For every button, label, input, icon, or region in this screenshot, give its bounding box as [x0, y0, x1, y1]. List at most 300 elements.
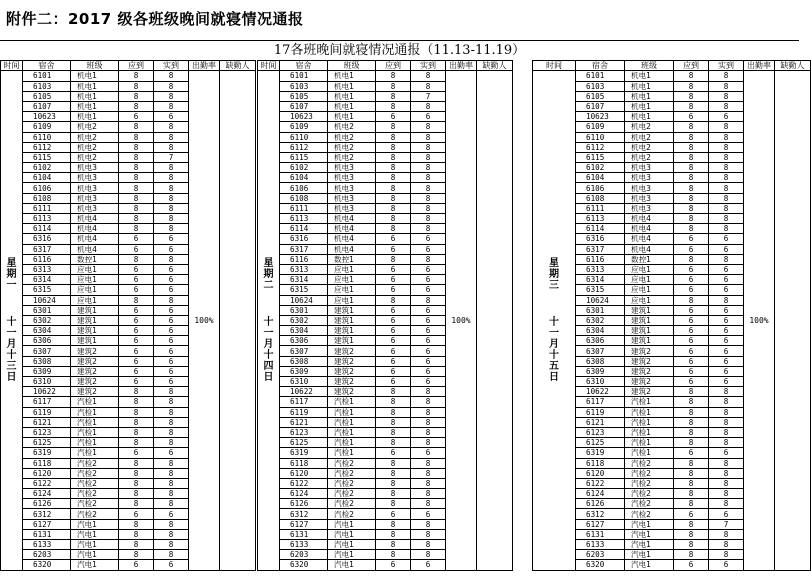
expected-cell: 8 [674, 387, 709, 397]
dorm-cell: 6116 [576, 254, 625, 264]
expected-cell: 8 [674, 193, 709, 203]
class-cell: 汽电1 [625, 529, 674, 539]
dorm-cell: 10624 [23, 295, 71, 305]
expected-cell: 8 [119, 224, 154, 234]
expected-cell: 6 [376, 448, 411, 458]
dorm-cell: 6310 [576, 377, 625, 387]
date-cell [1, 71, 23, 570]
actual-cell: 8 [411, 122, 446, 132]
class-cell: 应电1 [625, 264, 674, 274]
dorm-cell: 6316 [280, 234, 328, 244]
expected-cell: 6 [119, 326, 154, 336]
column-header: 宿舍 [280, 61, 328, 71]
expected-cell: 8 [119, 152, 154, 162]
expected-cell: 6 [674, 326, 709, 336]
class-cell: 机电3 [328, 183, 376, 193]
actual-cell: 6 [709, 275, 744, 285]
expected-cell: 8 [376, 407, 411, 417]
column-header: 出勤率 [744, 61, 775, 71]
dorm-cell: 6317 [576, 244, 625, 254]
dorm-cell: 6306 [280, 336, 328, 346]
dorm-cell: 6309 [576, 366, 625, 376]
actual-cell: 8 [411, 519, 446, 529]
dorm-cell: 6104 [23, 173, 71, 183]
class-cell: 机电3 [71, 203, 119, 213]
class-cell: 汽检2 [328, 468, 376, 478]
actual-cell: 8 [154, 387, 189, 397]
class-cell: 机电1 [328, 101, 376, 111]
class-cell: 应电1 [71, 275, 119, 285]
class-cell: 数控1 [625, 254, 674, 264]
expected-cell: 8 [376, 417, 411, 427]
class-cell: 机电4 [625, 224, 674, 234]
dorm-cell: 6118 [280, 458, 328, 468]
actual-cell: 8 [709, 499, 744, 509]
actual-cell: 8 [154, 193, 189, 203]
dorm-cell: 6127 [576, 519, 625, 529]
expected-cell: 6 [376, 326, 411, 336]
actual-cell: 6 [154, 356, 189, 366]
date-char: 一 [549, 327, 559, 339]
actual-cell: 6 [154, 315, 189, 325]
class-cell: 建筑2 [625, 377, 674, 387]
dorm-cell: 6309 [280, 366, 328, 376]
expected-cell: 6 [119, 336, 154, 346]
dorm-cell: 6105 [23, 91, 71, 101]
actual-cell: 6 [154, 346, 189, 356]
dorm-cell: 6120 [576, 468, 625, 478]
class-cell: 机电3 [625, 163, 674, 173]
actual-cell: 8 [154, 214, 189, 224]
class-cell: 汽电1 [328, 529, 376, 539]
class-cell: 数控1 [328, 254, 376, 264]
actual-cell: 6 [411, 112, 446, 122]
class-cell: 汽电1 [328, 519, 376, 529]
expected-cell: 6 [674, 366, 709, 376]
dorm-cell: 6105 [280, 91, 328, 101]
class-cell: 建筑1 [71, 336, 119, 346]
dorm-cell: 6110 [576, 132, 625, 142]
class-cell: 汽电1 [71, 540, 119, 550]
dorm-cell: 6112 [576, 142, 625, 152]
date-label [1, 258, 22, 383]
table-row [258, 71, 513, 81]
column-header: 班级 [328, 61, 376, 71]
date-cell [533, 71, 576, 570]
absentee-cell [220, 71, 256, 570]
class-cell: 汽检1 [328, 427, 376, 437]
dorm-cell: 6313 [576, 264, 625, 274]
actual-cell: 8 [154, 427, 189, 437]
expected-cell: 8 [376, 214, 411, 224]
class-cell: 汽检2 [71, 458, 119, 468]
attendance-table [257, 60, 513, 571]
actual-cell: 8 [154, 489, 189, 499]
dorm-cell: 6304 [576, 326, 625, 336]
class-cell: 汽检1 [71, 427, 119, 437]
actual-cell: 6 [154, 509, 189, 519]
date-gap [1, 291, 22, 317]
class-cell: 汽检1 [328, 397, 376, 407]
expected-cell: 6 [674, 305, 709, 315]
dorm-cell: 6107 [576, 101, 625, 111]
dorm-cell: 6114 [576, 224, 625, 234]
expected-cell: 6 [119, 275, 154, 285]
dorm-cell: 6319 [576, 448, 625, 458]
dorm-cell: 6104 [576, 173, 625, 183]
dorm-cell: 6113 [23, 214, 71, 224]
actual-cell: 8 [154, 540, 189, 550]
class-cell: 建筑1 [71, 326, 119, 336]
expected-cell: 6 [376, 264, 411, 274]
dorm-cell: 6313 [23, 264, 71, 274]
actual-cell: 8 [154, 438, 189, 448]
dorm-cell: 6119 [23, 407, 71, 417]
class-cell: 汽检2 [71, 509, 119, 519]
class-cell: 机电3 [328, 193, 376, 203]
class-cell: 汽电1 [71, 519, 119, 529]
expected-cell: 8 [376, 193, 411, 203]
dorm-cell: 6312 [23, 509, 71, 519]
expected-cell: 8 [674, 203, 709, 213]
actual-cell: 7 [154, 152, 189, 162]
class-cell: 汽电1 [71, 529, 119, 539]
column-header: 应到 [119, 61, 154, 71]
column-header: 班级 [625, 61, 674, 71]
dorm-cell: 6310 [23, 377, 71, 387]
class-cell: 汽检2 [328, 489, 376, 499]
class-cell: 建筑1 [328, 305, 376, 315]
weekday-char: 星 [549, 257, 559, 269]
table-header-row [258, 61, 513, 71]
expected-cell: 8 [674, 468, 709, 478]
class-cell: 建筑2 [71, 346, 119, 356]
expected-cell: 8 [119, 142, 154, 152]
actual-cell: 6 [154, 448, 189, 458]
actual-cell: 8 [154, 101, 189, 111]
expected-cell: 8 [119, 550, 154, 560]
actual-cell: 8 [709, 387, 744, 397]
expected-cell: 8 [376, 519, 411, 529]
column-header: 时间 [1, 61, 23, 71]
actual-cell: 6 [154, 560, 189, 570]
expected-cell: 8 [674, 478, 709, 488]
expected-cell: 8 [119, 438, 154, 448]
attendance-sheet [0, 40, 805, 579]
expected-cell: 8 [376, 295, 411, 305]
dorm-cell: 6106 [280, 183, 328, 193]
table-header-row [533, 61, 811, 71]
class-cell: 汽检1 [625, 417, 674, 427]
class-cell: 应电1 [71, 285, 119, 295]
expected-cell: 6 [674, 346, 709, 356]
class-cell: 汽电1 [328, 560, 376, 570]
actual-cell: 7 [709, 519, 744, 529]
expected-cell: 6 [376, 305, 411, 315]
expected-cell: 8 [674, 540, 709, 550]
expected-cell: 8 [674, 499, 709, 509]
class-cell: 机电1 [71, 91, 119, 101]
dorm-cell: 6120 [280, 468, 328, 478]
class-cell: 建筑1 [71, 315, 119, 325]
actual-cell: 6 [411, 264, 446, 274]
dorm-cell: 6125 [23, 438, 71, 448]
class-cell: 汽检2 [625, 458, 674, 468]
dorm-cell: 6120 [23, 468, 71, 478]
dorm-cell: 6312 [576, 509, 625, 519]
class-cell: 应电1 [625, 295, 674, 305]
class-cell: 汽电1 [71, 560, 119, 570]
actual-cell: 8 [709, 478, 744, 488]
dorm-cell: 6315 [23, 285, 71, 295]
actual-cell: 6 [411, 366, 446, 376]
class-cell: 机电3 [71, 163, 119, 173]
dorm-cell: 6108 [280, 193, 328, 203]
dorm-cell: 6115 [23, 152, 71, 162]
class-cell: 机电4 [328, 244, 376, 254]
class-cell: 汽电1 [625, 560, 674, 570]
actual-cell: 8 [411, 438, 446, 448]
column-header: 时间 [258, 61, 280, 71]
dorm-cell: 6304 [280, 326, 328, 336]
expected-cell: 8 [376, 163, 411, 173]
actual-cell: 8 [154, 529, 189, 539]
actual-cell: 6 [709, 264, 744, 274]
dorm-cell: 6124 [280, 489, 328, 499]
dorm-cell: 6314 [23, 275, 71, 285]
expected-cell: 6 [674, 285, 709, 295]
class-cell: 建筑2 [71, 356, 119, 366]
actual-cell: 6 [154, 285, 189, 295]
expected-cell: 8 [376, 183, 411, 193]
actual-cell: 8 [154, 499, 189, 509]
dorm-cell: 6122 [280, 478, 328, 488]
column-header: 出勤率 [189, 61, 220, 71]
dorm-cell: 6102 [23, 163, 71, 173]
dorm-cell: 6110 [280, 132, 328, 142]
dorm-cell: 6113 [280, 214, 328, 224]
expected-cell: 8 [376, 387, 411, 397]
actual-cell: 8 [154, 91, 189, 101]
column-header: 实到 [709, 61, 744, 71]
actual-cell: 8 [154, 458, 189, 468]
class-cell: 建筑2 [328, 346, 376, 356]
actual-cell: 6 [154, 336, 189, 346]
class-cell: 建筑2 [71, 366, 119, 376]
class-cell: 汽检1 [328, 407, 376, 417]
expected-cell: 6 [674, 356, 709, 366]
column-header: 缺勤人 [477, 61, 513, 71]
class-cell: 建筑1 [71, 305, 119, 315]
class-cell: 应电1 [328, 264, 376, 274]
actual-cell: 8 [154, 224, 189, 234]
class-cell: 应电1 [328, 285, 376, 295]
dorm-cell: 6131 [23, 529, 71, 539]
class-cell: 机电2 [71, 122, 119, 132]
class-cell: 建筑2 [328, 366, 376, 376]
actual-cell: 6 [411, 509, 446, 519]
actual-cell: 6 [709, 356, 744, 366]
dorm-cell: 10622 [576, 387, 625, 397]
class-cell: 汽电1 [328, 550, 376, 560]
dorm-cell: 6109 [280, 122, 328, 132]
expected-cell: 8 [119, 173, 154, 183]
expected-cell: 8 [674, 183, 709, 193]
actual-cell: 8 [709, 81, 744, 91]
actual-cell: 6 [709, 377, 744, 387]
page-heading: 附件二：2017 级各班级晚间就寝情况通报 [6, 10, 304, 28]
class-cell: 建筑2 [625, 356, 674, 366]
dorm-cell: 6104 [280, 173, 328, 183]
dorm-cell: 6133 [280, 540, 328, 550]
date-gap [258, 291, 279, 317]
expected-cell: 8 [119, 183, 154, 193]
actual-cell: 6 [411, 275, 446, 285]
class-cell: 汽检2 [625, 509, 674, 519]
attendance-rate-cell: 100% [189, 71, 220, 570]
dorm-cell: 6302 [23, 315, 71, 325]
actual-cell: 6 [154, 275, 189, 285]
class-cell: 建筑2 [625, 387, 674, 397]
actual-cell: 6 [709, 112, 744, 122]
dorm-cell: 6308 [280, 356, 328, 366]
weekday-char: 三 [549, 279, 559, 291]
expected-cell: 6 [376, 112, 411, 122]
actual-cell: 8 [411, 71, 446, 81]
class-cell: 机电1 [71, 71, 119, 81]
dorm-cell: 6316 [576, 234, 625, 244]
expected-cell: 8 [376, 529, 411, 539]
dorm-cell: 6308 [23, 356, 71, 366]
attendance-rate-cell: 100% [446, 71, 477, 570]
column-header: 缺勤人 [220, 61, 256, 71]
actual-cell: 6 [709, 509, 744, 519]
actual-cell: 8 [709, 254, 744, 264]
expected-cell: 8 [119, 214, 154, 224]
date-char: 月 [263, 338, 274, 350]
actual-cell: 8 [154, 519, 189, 529]
expected-cell: 8 [119, 295, 154, 305]
dorm-cell: 6203 [280, 550, 328, 560]
expected-cell: 8 [674, 438, 709, 448]
dorm-cell: 6118 [23, 458, 71, 468]
actual-cell: 8 [709, 193, 744, 203]
expected-cell: 8 [376, 101, 411, 111]
actual-cell: 8 [411, 407, 446, 417]
actual-cell: 8 [411, 295, 446, 305]
expected-cell: 8 [119, 458, 154, 468]
dorm-cell: 6101 [576, 71, 625, 81]
dorm-cell: 6111 [23, 203, 71, 213]
date-char: 一 [263, 327, 274, 339]
class-cell: 建筑2 [625, 346, 674, 356]
class-cell: 汽检1 [71, 438, 119, 448]
date-char: 月 [6, 338, 17, 350]
date-char: 十 [549, 316, 559, 328]
date-char: 一 [6, 327, 17, 339]
class-cell: 机电1 [625, 81, 674, 91]
expected-cell: 8 [119, 193, 154, 203]
actual-cell: 8 [154, 254, 189, 264]
class-cell: 数控1 [71, 254, 119, 264]
expected-cell: 8 [376, 254, 411, 264]
expected-cell: 8 [119, 254, 154, 264]
actual-cell: 8 [411, 163, 446, 173]
actual-cell: 6 [154, 305, 189, 315]
expected-cell: 6 [119, 305, 154, 315]
expected-cell: 8 [119, 122, 154, 132]
dorm-cell: 10622 [23, 387, 71, 397]
actual-cell: 6 [154, 264, 189, 274]
actual-cell: 8 [154, 478, 189, 488]
expected-cell: 6 [119, 112, 154, 122]
actual-cell: 8 [709, 458, 744, 468]
dorm-cell: 6118 [576, 458, 625, 468]
expected-cell: 6 [674, 112, 709, 122]
actual-cell: 8 [709, 550, 744, 560]
actual-cell: 8 [411, 387, 446, 397]
actual-cell: 8 [709, 468, 744, 478]
dorm-cell: 6319 [280, 448, 328, 458]
date-char: 日 [6, 371, 17, 383]
expected-cell: 8 [674, 163, 709, 173]
dorm-cell: 6106 [23, 183, 71, 193]
dorm-cell: 6301 [576, 305, 625, 315]
actual-cell: 8 [411, 152, 446, 162]
class-cell: 机电3 [625, 173, 674, 183]
expected-cell: 6 [119, 560, 154, 570]
actual-cell: 8 [411, 540, 446, 550]
absentee-cell [477, 71, 513, 570]
class-cell: 汽检2 [328, 509, 376, 519]
expected-cell: 8 [376, 173, 411, 183]
actual-cell: 8 [709, 101, 744, 111]
actual-cell: 8 [709, 142, 744, 152]
actual-cell: 8 [154, 183, 189, 193]
expected-cell: 8 [119, 203, 154, 213]
actual-cell: 6 [411, 448, 446, 458]
class-cell: 应电1 [71, 264, 119, 274]
class-cell: 机电3 [328, 203, 376, 213]
class-cell: 机电2 [625, 142, 674, 152]
dorm-cell: 6126 [576, 499, 625, 509]
dorm-cell: 6110 [23, 132, 71, 142]
dorm-cell: 6107 [280, 101, 328, 111]
expected-cell: 8 [119, 407, 154, 417]
expected-cell: 8 [674, 71, 709, 81]
expected-cell: 8 [119, 427, 154, 437]
expected-cell: 6 [376, 234, 411, 244]
actual-cell: 8 [709, 540, 744, 550]
column-header: 宿舍 [23, 61, 71, 71]
class-cell: 汽检1 [328, 448, 376, 458]
expected-cell: 8 [376, 71, 411, 81]
expected-cell: 6 [376, 560, 411, 570]
expected-cell: 8 [674, 142, 709, 152]
expected-cell: 6 [674, 377, 709, 387]
date-char: 十 [6, 349, 17, 361]
column-header: 班级 [71, 61, 119, 71]
actual-cell: 6 [411, 244, 446, 254]
actual-cell: 6 [411, 305, 446, 315]
dorm-cell: 6123 [280, 427, 328, 437]
class-cell: 机电2 [71, 152, 119, 162]
expected-cell: 8 [674, 519, 709, 529]
weekday-char: 期 [549, 268, 559, 280]
actual-cell: 8 [154, 417, 189, 427]
expected-cell: 8 [674, 81, 709, 91]
class-cell: 建筑2 [71, 387, 119, 397]
